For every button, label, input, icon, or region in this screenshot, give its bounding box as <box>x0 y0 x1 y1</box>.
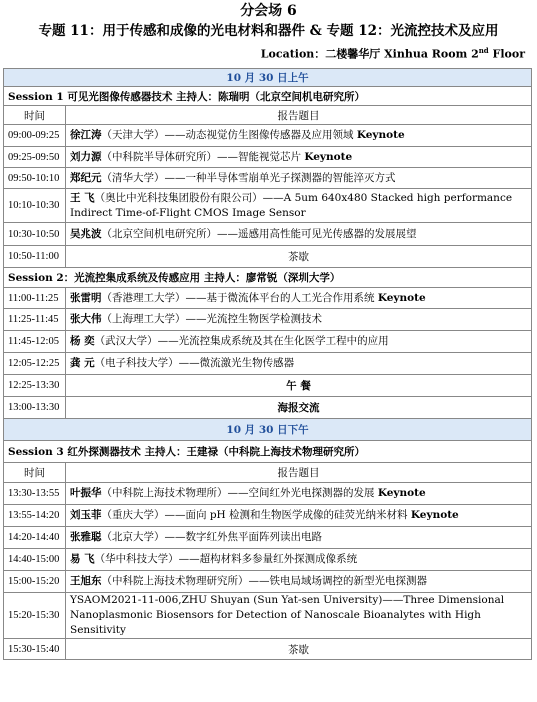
poster-row <box>4 397 532 419</box>
talk-text: （奥比中光科技集团股份有限公司）——A 5um 640x480 Stacked high performance Indirect Time-of-Flight CMOS Image Sensor <box>70 191 513 219</box>
row-talk <box>66 331 532 353</box>
row-talk <box>66 527 532 549</box>
talk-text: （北京大学）——数字红外焦平面阵列读出电路 <box>101 531 322 543</box>
table-row <box>4 527 532 549</box>
speaker-name: 徐江涛 <box>70 129 102 141</box>
location-tail: Floor <box>488 47 525 61</box>
table-row <box>4 147 532 168</box>
lunch-label: 午 餐 <box>66 375 532 397</box>
col-topic-header: 报告题目 <box>66 106 532 125</box>
session-2-header <box>4 268 532 288</box>
location-line <box>0 43 537 63</box>
row-talk <box>66 125 532 147</box>
date-band-morning <box>4 69 532 87</box>
row-time: 12:25-13:30 <box>4 375 66 397</box>
tea-break-row <box>4 246 532 268</box>
break-label: 茶歇 <box>66 246 532 268</box>
tea-break-row <box>4 639 532 660</box>
row-talk <box>66 549 532 571</box>
speaker-name: 龚 元 <box>70 357 95 369</box>
row-time: 09:25-09:50 <box>4 147 66 168</box>
speaker-name: 杨 奕 <box>70 335 95 347</box>
speaker-name: 郑纪元 <box>70 171 102 184</box>
row-talk <box>66 189 532 223</box>
row-time: 14:20-14:40 <box>4 527 66 549</box>
row-talk <box>66 168 532 189</box>
table-row <box>4 309 532 331</box>
column-header-row <box>4 106 532 125</box>
speaker-name: 张大伟 <box>70 313 102 325</box>
session-1-header <box>4 87 532 106</box>
row-time: 10:50-11:00 <box>4 246 66 268</box>
col-topic-header: 报告题目 <box>66 463 532 483</box>
talk-text: （天津大学）——动态视觉仿生图像传感器及应用领域 <box>101 129 357 141</box>
table-row <box>4 571 532 593</box>
table-row <box>4 288 532 309</box>
row-time: 15:30-15:40 <box>4 639 66 660</box>
talk-text: （中科院半导体研究所）——智能视觉芯片 <box>101 150 305 163</box>
table-row <box>4 168 532 189</box>
row-time: 11:45-12:05 <box>4 331 66 353</box>
row-time: 15:20-15:30 <box>4 593 66 639</box>
talk-text: （重庆大学）——面向 pH 检测和生物医学成像的硅荧光纳米材料 <box>101 509 411 521</box>
row-time: 10:10-10:30 <box>4 189 66 223</box>
table-row <box>4 223 532 246</box>
row-time: 11:25-11:45 <box>4 309 66 331</box>
break-label: 茶歇 <box>66 639 532 660</box>
date-band-afternoon <box>4 419 532 441</box>
talk-text: （清华大学）——一种半导体雪崩单光子探测器的智能淬灭方式 <box>101 171 396 184</box>
table-row <box>4 593 532 639</box>
table-row <box>4 505 532 527</box>
talk-text: （上海理工大学）——光流控生物医学检测技术 <box>101 313 322 325</box>
row-talk <box>66 309 532 331</box>
afternoon-date: 10 月 30 日下午 <box>4 419 532 441</box>
poster-label: 海报交流 <box>66 397 532 419</box>
location-label: Location：二楼馨华厅 Xinhua Room 2 <box>260 47 479 61</box>
session-3-header <box>4 441 532 463</box>
speaker-name: 刘玉菲 <box>70 509 102 521</box>
speaker-name: 吴兆波 <box>70 227 102 240</box>
session-3-title: Session 3 红外探测器技术 主持人：王建禄（中科院上海技术物理研究所） <box>4 441 532 463</box>
row-time: 13:55-14:20 <box>4 505 66 527</box>
talk-text: （华中科技大学）——超构材料多参量红外探测成像系统 <box>94 553 358 565</box>
keynote-tag: Keynote <box>304 150 353 163</box>
row-talk <box>66 353 532 375</box>
keynote-tag: Keynote <box>377 487 426 499</box>
row-talk <box>66 505 532 527</box>
page-subtitle: 专题 11：用于传感和成像的光电材料和器件 & 专题 12：光流控技术及应用 <box>38 23 499 39</box>
table-row <box>4 483 532 505</box>
row-talk <box>66 288 532 309</box>
session-2-title: Session 2：光流控集成系统及传感应用 主持人：廖常锐（深圳大学） <box>4 268 532 288</box>
row-talk <box>66 483 532 505</box>
talk-text: （香港理工大学）——基于微流体平台的人工光合作用系统 <box>101 291 378 304</box>
row-time: 15:00-15:20 <box>4 571 66 593</box>
speaker-name: 王旭东 <box>70 575 102 587</box>
keynote-tag: Keynote <box>410 509 459 521</box>
column-header-row <box>4 463 532 483</box>
speaker-name: 张雷明 <box>70 291 102 304</box>
row-talk <box>66 147 532 168</box>
talk-text: （电子科技大学）——微流激光生物传感器 <box>94 357 295 369</box>
row-time: 09:00-09:25 <box>4 125 66 147</box>
row-time: 14:40-15:00 <box>4 549 66 571</box>
speaker-name: 叶振华 <box>70 487 102 499</box>
talk-text: （武汉大学）——光流控集成系统及其在生化医学工程中的应用 <box>94 335 389 347</box>
row-time: 10:30-10:50 <box>4 223 66 246</box>
location-sup: nd <box>478 46 489 55</box>
session-1-title: Session 1 可见光图像传感器技术 主持人：陈瑞明（北京空间机电研究所） <box>4 87 532 106</box>
row-talk <box>66 223 532 246</box>
page-title: 分会场 6 <box>240 3 297 19</box>
keynote-tag: Keynote <box>377 291 426 304</box>
schedule-table <box>3 68 532 660</box>
speaker-name: 易 飞 <box>70 553 95 565</box>
table-row <box>4 125 532 147</box>
morning-date: 10 月 30 日上午 <box>4 69 532 87</box>
talk-text: （北京空间机电研究所）——遥感用高性能可见光传感器的发展展望 <box>101 227 417 240</box>
speaker-name: 王 飞 <box>70 191 95 204</box>
row-time: 12:05-12:25 <box>4 353 66 375</box>
row-time: 13:00-13:30 <box>4 397 66 419</box>
lunch-row <box>4 375 532 397</box>
row-time: 13:30-13:55 <box>4 483 66 505</box>
row-time: 11:00-11:25 <box>4 288 66 309</box>
table-row <box>4 189 532 223</box>
row-time: 09:50-10:10 <box>4 168 66 189</box>
keynote-tag: Keynote <box>356 129 405 141</box>
row-talk <box>66 593 532 639</box>
talk-text: YSAOM2021-11-006,ZHU Shuyan (Sun Yat-sen University)——Three Dimensional Nanoplasmonic Biosensors for Detection of Nanoscale Bioanalytes with High Sensitivity <box>70 594 505 636</box>
table-row <box>4 353 532 375</box>
row-talk <box>66 571 532 593</box>
talk-text: （中科院上海技术物理所）——空间红外光电探测器的发展 <box>101 487 378 499</box>
col-time-header: 时间 <box>4 106 66 125</box>
col-time-header: 时间 <box>4 463 66 483</box>
speaker-name: 刘力源 <box>70 150 102 163</box>
speaker-name: 张雅聪 <box>70 531 102 543</box>
table-row <box>4 331 532 353</box>
talk-text: （中科院上海技术物理研究所）——铁电局域场调控的新型光电探测器 <box>101 575 427 587</box>
table-row <box>4 549 532 571</box>
